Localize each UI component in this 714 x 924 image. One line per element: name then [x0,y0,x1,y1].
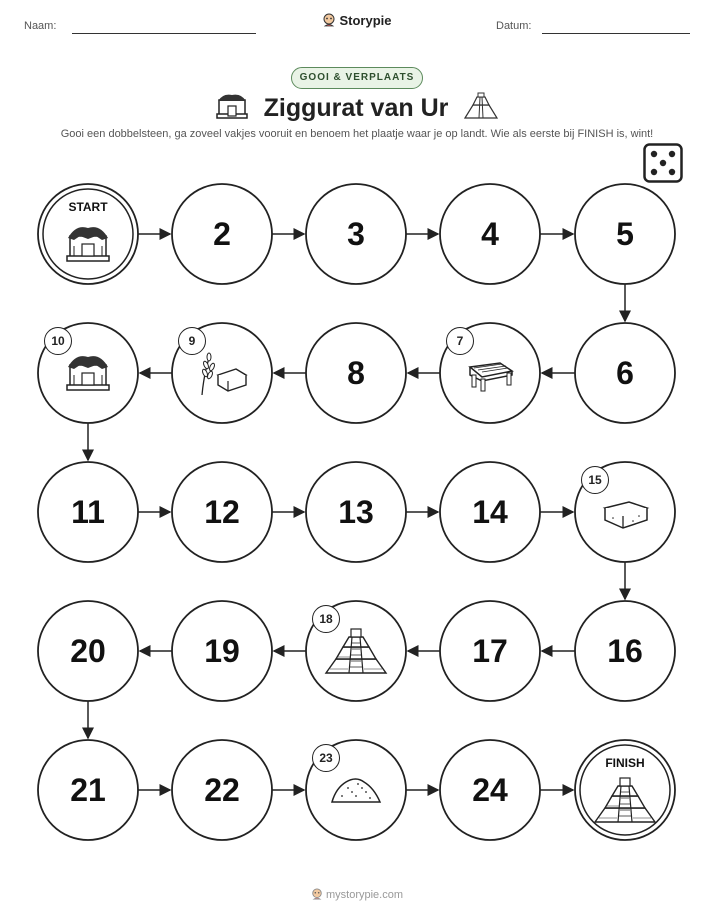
cell-number: 21 [70,772,106,808]
cell-number: 13 [338,494,374,530]
finish-label: FINISH [605,756,645,770]
cell-number: 19 [204,633,240,669]
cell-number: 17 [472,633,508,669]
cell-number-badge: 18 [312,605,340,633]
cell-number-badge: 10 [44,327,72,355]
page-title: Ziggurat van Ur [263,94,449,122]
cell-number: 6 [616,355,634,391]
storypie-mascot-icon [311,888,323,901]
footer [0,888,714,904]
cell-number: 8 [347,355,365,391]
cell-number-badge: 7 [446,327,474,355]
cell-number: 4 [481,216,499,252]
start-label: START [68,200,108,214]
cell-number: 20 [70,633,106,669]
name-label: Naam: [24,20,57,32]
date-label: Datum: [496,20,532,32]
ziggurat-temple-icon [67,227,109,261]
cell-number: 11 [71,494,105,530]
cell-number: 3 [347,216,365,252]
cell-number: 2 [213,216,231,252]
cell-number-badge: 15 [581,466,609,494]
cell-number-badge: 23 [312,744,340,772]
ziggurat-temple-icon [67,356,109,390]
cell-number: 24 [472,772,508,808]
cell-number-badge: 9 [178,327,206,355]
cell-number: 22 [204,772,240,808]
cell-number: 12 [204,494,240,530]
game-type-tag: GOOI & VERPLAATS [291,67,423,89]
brand-name: Storypie [339,13,392,28]
cell-number: 5 [616,216,634,252]
cell-number: 16 [607,633,643,669]
cell-number: 14 [472,494,508,530]
footer-url: mystorypie.com [325,888,404,901]
instructions-text: Gooi een dobbelsteen, ga zoveel vakjes vooruit en benoem het plaatje waar je op landt. Wie als eerste bij FINISH is, wint! [60,128,654,140]
